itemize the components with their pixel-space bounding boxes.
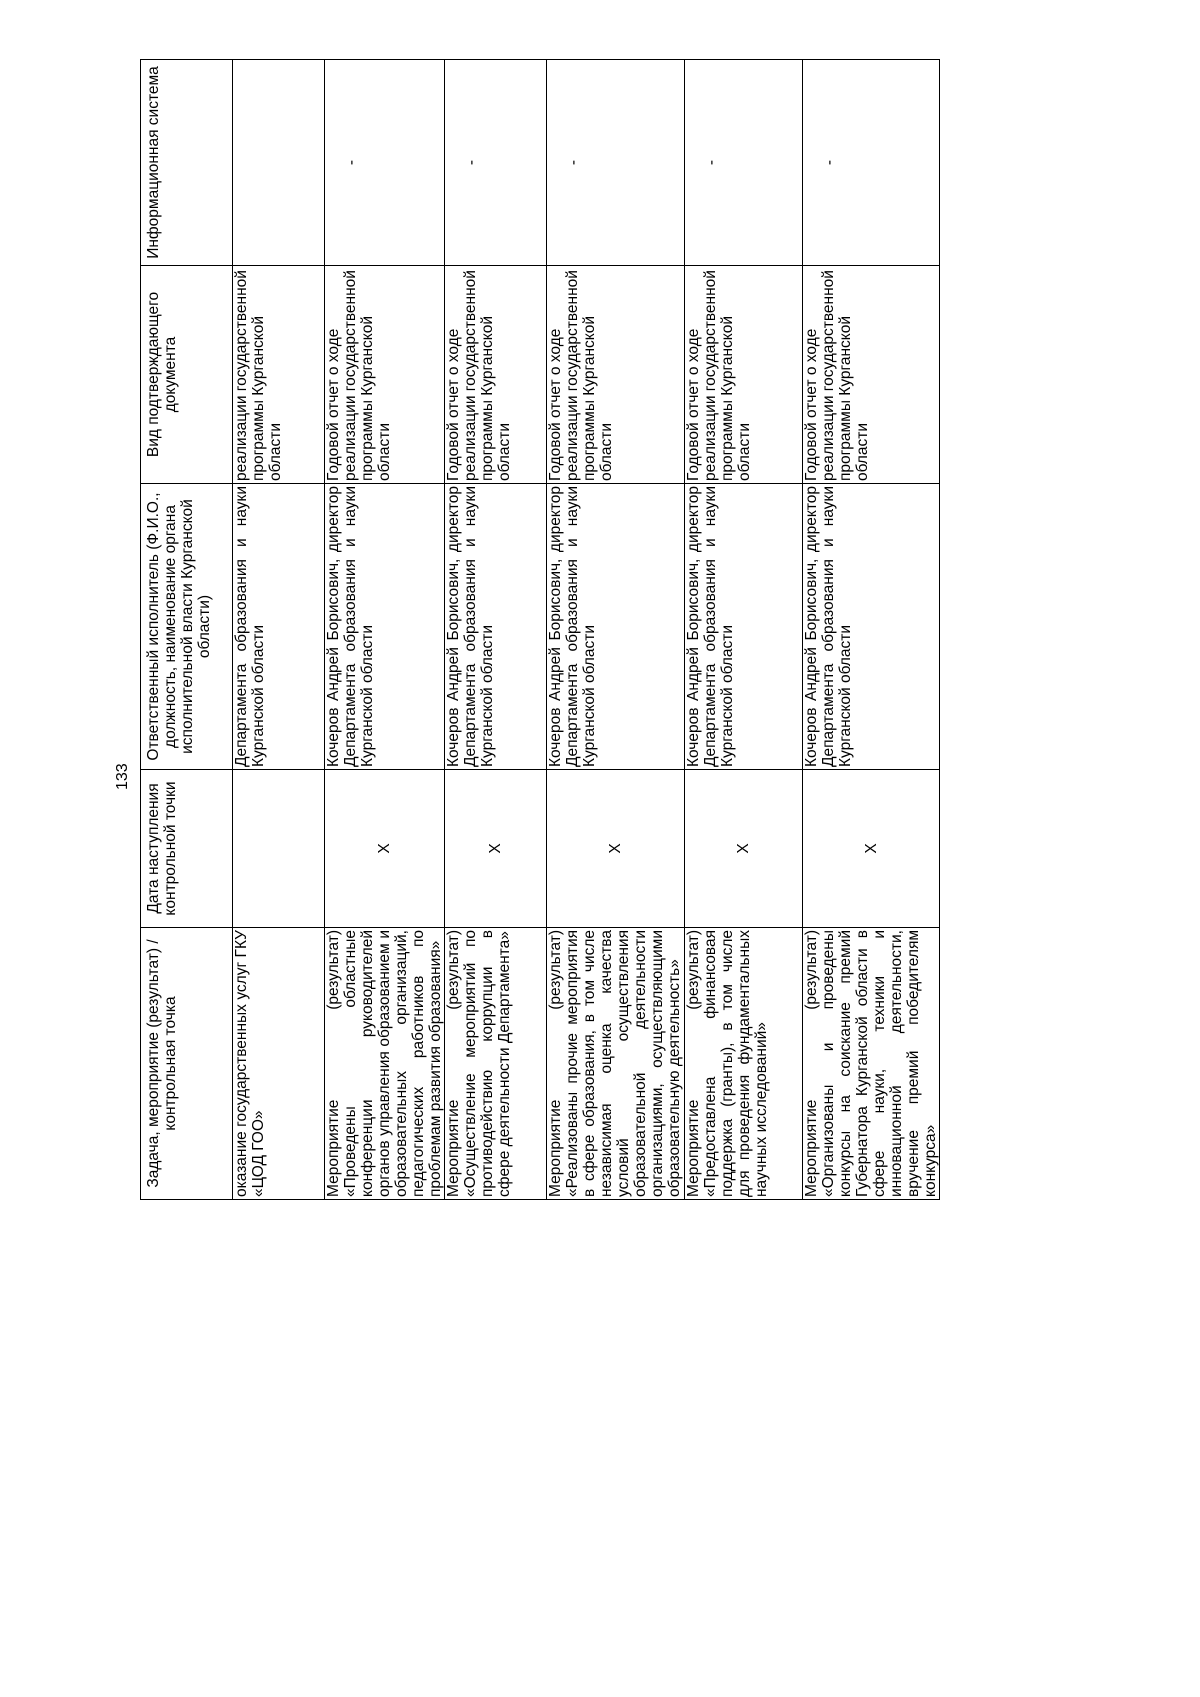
table-row: [685, 60, 803, 1200]
page-number: 133: [114, 763, 131, 790]
header-date: Дата наступления контрольной точки: [141, 770, 233, 928]
cell-document: Годовой отчет о ходе реализации государственной программы Курганской области: [325, 266, 445, 484]
cell-date: Х: [685, 770, 803, 928]
table-row: [325, 60, 445, 1200]
cell-executor: Кочеров Андрей Борисович, директор Департамента образования и науки Курганской области: [685, 484, 803, 770]
cell-system: -: [445, 60, 547, 266]
header-executor: Ответственный исполнитель (Ф.И.О., должность, наименование органа исполнительной власти Курганской области): [141, 484, 233, 770]
cell-date: Х: [445, 770, 547, 928]
cell-date: Х: [325, 770, 445, 928]
cell-executor: Кочеров Андрей Борисович, директор Департамента образования и науки Курганской области: [325, 484, 445, 770]
cell-task: оказание государственных услуг ГКУ «ЦОД ГОО»: [233, 928, 325, 1200]
header-document: Вид подтверждающего документа: [141, 266, 233, 484]
cell-document: Годовой отчет о ходе реализации государственной программы Курганской области: [445, 266, 547, 484]
cell-task: Мероприятие (результат) «Проведены областные конференции руководителей органов управления образованием и образовательных организаций, педагогических работников по проблемам развития образования»: [325, 928, 445, 1200]
cell-system: [233, 60, 325, 266]
header-system: Информационная система: [141, 60, 233, 266]
table-header-row: [141, 60, 233, 1200]
cell-system: -: [325, 60, 445, 266]
cell-document: реализации государственной программы Курганской области: [233, 266, 325, 484]
cell-document: Годовой отчет о ходе реализации государственной программы Курганской области: [685, 266, 803, 484]
cell-executor: Кочеров Андрей Борисович, директор Департамента образования и науки Курганской области: [803, 484, 940, 770]
table-row: [547, 60, 685, 1200]
header-task: Задача, мероприятие (результат) / контрольная точка: [141, 928, 233, 1200]
cell-task: Мероприятие (результат) «Организованы и проведены конкурсы на соискание премий Губернатора Курганской области в сфере науки, техники и инновационной деятельности, вручение премий победителям конкурса»: [803, 928, 940, 1200]
cell-system: -: [547, 60, 685, 266]
control-points-table: [140, 59, 940, 1200]
cell-task: Мероприятие (результат) «Предоставлена финансовая поддержка (гранты), в том числе для проведения фундаментальных научных исследований»: [685, 928, 803, 1200]
cell-date: Х: [547, 770, 685, 928]
cell-system: -: [803, 60, 940, 266]
cell-executor: Кочеров Андрей Борисович, директор Департамента образования и науки Курганской области: [547, 484, 685, 770]
cell-document: Годовой отчет о ходе реализации государственной программы Курганской области: [547, 266, 685, 484]
table-row: [445, 60, 547, 1200]
cell-task: Мероприятие (результат) «Реализованы прочие мероприятия в сфере образования, в том числе независимая оценка качества условий осуществления образовательной деятельности организациями, осуществляющими образовательную деятельность»: [547, 928, 685, 1200]
cell-executor: Кочеров Андрей Борисович, директор Департамента образования и науки Курганской области: [445, 484, 547, 770]
cell-date: [233, 770, 325, 928]
rotated-table-container: [140, 60, 939, 1200]
cell-task: Мероприятие (результат) «Осуществление мероприятий по противодействию коррупции в сфере деятельности Департамента»: [445, 928, 547, 1200]
cell-document: Годовой отчет о ходе реализации государственной программы Курганской области: [803, 266, 940, 484]
cell-date: Х: [803, 770, 940, 928]
cell-executor: Департамента образования и науки Курганской области: [233, 484, 325, 770]
cell-system: -: [685, 60, 803, 266]
table-row: [233, 60, 325, 1200]
table-row: [803, 60, 940, 1200]
